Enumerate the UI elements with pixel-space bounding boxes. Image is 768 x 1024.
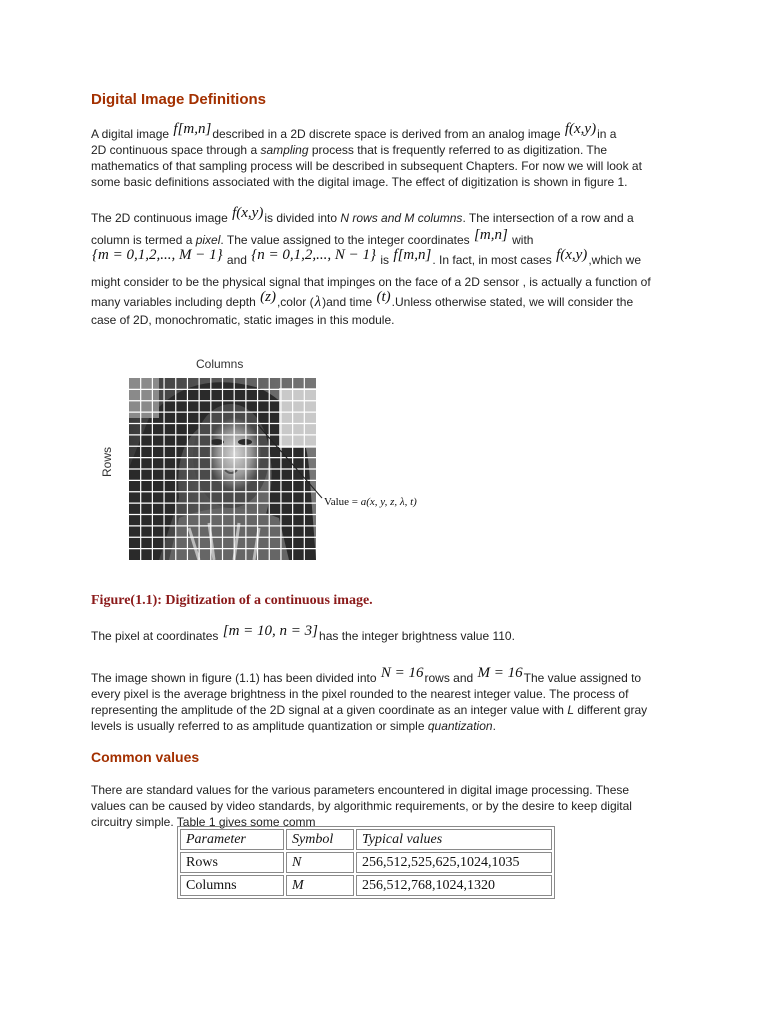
math-m-n: [m,n]: [474, 227, 508, 243]
table-cell: Columns: [180, 875, 284, 896]
math-time: (t): [376, 289, 391, 305]
value-expression: a(x, y, z, λ, t): [360, 496, 417, 508]
paragraph-line: [91, 142, 678, 158]
paragraph-line: some basic definitions associated with the digital image. The effect of digitization is shown in figure 1.: [91, 175, 628, 189]
text-span: process that is frequently referred to as digitization. The: [311, 143, 608, 157]
table-cell: 256,512,768,1024,1320: [356, 875, 552, 896]
paragraph-line: [91, 665, 678, 686]
paragraph-line: [91, 247, 678, 274]
text-span: . In fact, in most cases: [432, 253, 552, 267]
common-values-table: [177, 826, 555, 899]
text-span: The 2D continuous image: [91, 211, 228, 225]
emphasis-rows-columns: N rows and M columns: [340, 211, 463, 225]
math-lambda: λ: [314, 294, 322, 310]
paragraph-line: circuitry simple. Table 1 gives some comm: [91, 815, 316, 829]
paragraph-intro: [91, 121, 678, 190]
page-heading: Digital Image Definitions: [91, 91, 267, 108]
paragraph-quantization: [91, 665, 678, 734]
math-f-xy: f(x,y): [232, 205, 264, 221]
math-f-mn: f[m,n]: [393, 247, 432, 263]
math-f-xy: f(x,y): [556, 247, 588, 263]
paragraph-line: There are standard values for the various parameters encountered in digital image processing. These: [91, 783, 630, 797]
paragraph-line: [91, 205, 678, 232]
text-span: representing the amplitude of the 2D signal at a given coordinate as an integer value with: [91, 703, 564, 717]
paragraph-line: mathematics of that sampling process will be described in subsequent Chapters. For now we will look at: [91, 159, 642, 173]
paragraph-line: [91, 121, 678, 142]
value-prefix: Value =: [324, 496, 361, 508]
text-span: )and time: [322, 295, 373, 309]
paragraph-line: case of 2D, monochromatic, static images in this module.: [91, 313, 395, 327]
math-n-value: N = 16: [380, 665, 424, 681]
paragraph-common-values: [91, 782, 678, 830]
math-depth: (z): [260, 289, 276, 305]
emphasis-pixel: pixel: [195, 233, 221, 247]
text-span: rows and: [424, 671, 474, 685]
text-span: ,color (: [276, 295, 314, 309]
digitization-figure: [100, 355, 460, 565]
text-span: 2D continuous space through a: [91, 143, 258, 157]
text-span: different gray: [577, 703, 648, 717]
table-cell: M: [286, 875, 354, 896]
table-cell: 256,512,525,625,1024,1035: [356, 852, 552, 873]
section-heading-common-values: Common values: [91, 749, 200, 765]
paragraph-line: might consider to be the physical signal that impinges on the face of a 2D sensor , is actually a function of: [91, 275, 651, 289]
paragraph-line: [91, 718, 678, 734]
paragraph-line: values can be caused by video standards, by algorithmic requirements, or by the desire to keep digital: [91, 799, 632, 813]
columns-label: Columns: [196, 357, 244, 371]
rows-label: Rows: [100, 446, 115, 478]
paragraph-line: [91, 702, 678, 718]
paragraph-definition: [91, 205, 678, 328]
text-span: has the integer brightness value 110.: [319, 629, 515, 643]
paragraph-line: [91, 289, 678, 312]
figure-caption: Figure(1.1): Digitization of a continuous image.: [91, 593, 373, 608]
text-span: .Unless otherwise stated, we will consider the: [391, 295, 634, 309]
text-span: The pixel at coordinates: [91, 629, 219, 643]
text-span: column is termed a: [91, 233, 193, 247]
text-span: described in a 2D discrete space is derived from an analog image: [212, 127, 561, 141]
text-span: The image shown in figure (1.1) has been divided into: [91, 671, 377, 685]
text-span: and: [226, 253, 247, 267]
text-span: . The intersection of a row and a: [462, 211, 634, 225]
table-header-cell: Parameter: [180, 829, 284, 850]
emphasis-sampling: sampling: [260, 143, 309, 157]
text-span: with: [512, 233, 534, 247]
paragraph-line: [91, 623, 678, 644]
text-span: is: [380, 253, 390, 267]
portrait-photo: [129, 378, 316, 560]
text-span: .: [492, 719, 496, 733]
table-header-row: [180, 829, 552, 850]
text-span: in a: [597, 127, 617, 141]
math-n-range: {n = 0,1,2,..., N − 1}: [251, 247, 377, 263]
table-cell: N: [286, 852, 354, 873]
table-header-cell: Symbol: [286, 829, 354, 850]
table-header-cell: Typical values: [356, 829, 552, 850]
emphasis-L: L: [567, 703, 574, 717]
math-m-range: {m = 0,1,2,..., M − 1}: [92, 247, 223, 263]
math-m-value: M = 16: [477, 665, 523, 681]
table-row: [180, 852, 552, 873]
text-span: The value assigned to: [523, 671, 642, 685]
paragraph-pixel-value: [91, 623, 678, 644]
math-f-xy: f(x,y): [564, 121, 597, 137]
math-f-mn: f[m,n]: [173, 121, 212, 137]
table-cell: Rows: [180, 852, 284, 873]
paragraph-line: every pixel is the average brightness in the pixel rounded to the nearest integer value. The process of: [91, 687, 629, 701]
table-row: [180, 875, 552, 896]
text-span: A digital image: [91, 127, 170, 141]
math-coordinates: [m = 10, n = 3]: [222, 623, 319, 639]
gridded-portrait-image: [129, 378, 316, 560]
text-span: . The value assigned to the integer coordinates: [220, 233, 470, 247]
text-span: many variables including depth: [91, 295, 256, 309]
emphasis-quantization: quantization: [427, 719, 493, 733]
value-label: [324, 496, 417, 508]
text-span: is divided into: [264, 211, 338, 225]
text-span: levels is usually referred to as amplitude quantization or simple: [91, 719, 425, 733]
text-span: ,which we: [588, 253, 641, 267]
